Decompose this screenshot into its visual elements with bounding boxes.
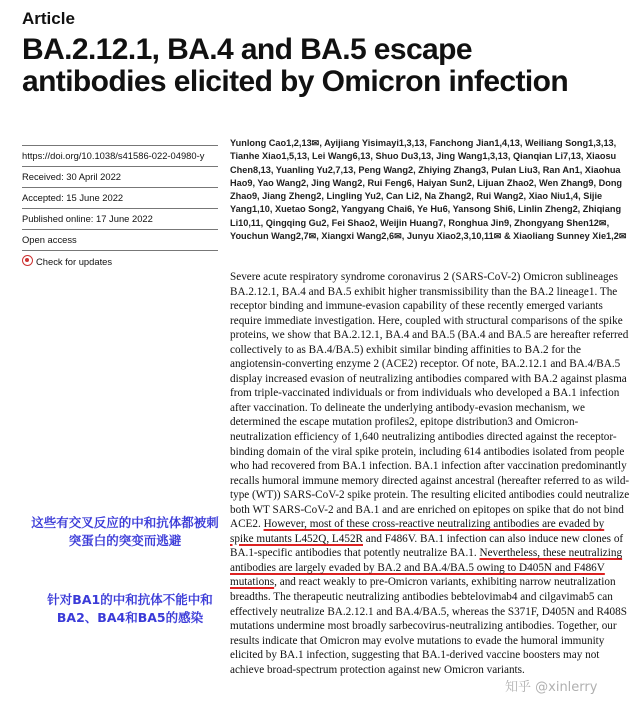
abstract xyxy=(230,270,630,677)
watermark: 知乎 @xinlerry xyxy=(505,680,598,695)
article-type-label: Article xyxy=(22,9,75,28)
annotation-note-2: 针对BA1的中和抗体不能中和BA2、BA4和BA5的感染 xyxy=(47,592,213,625)
check-updates-link[interactable] xyxy=(22,250,218,272)
check-updates-icon xyxy=(22,255,33,266)
check-updates-label: Check for updates xyxy=(36,256,113,267)
abstract-text-2: and F486V. BA.1 infection can also induce new clones of BA.1-specific antibodies that potently neutralize BA.1. xyxy=(230,532,624,560)
open-access-label: Open access xyxy=(22,229,218,250)
abstract-highlight-1: However, most of these cross-reactive neutralizing antibodies are evaded by spike mutants L452Q, L452R xyxy=(230,518,605,545)
article-title: BA.2.12.1, BA.4 and BA.5 escape antibodies elicited by Omicron infection xyxy=(22,33,569,98)
abstract-text-3: , and react weakly to pre-Omicron variants, exhibiting narrow neutralization breadths. The therapeutic neutralizing antibodies bebtelovimab4 and cilgavimab5 can effectively neutralize BA.2.12.1 and BA.4/BA.5, whereas the S371F, D405N and R408S mutations undermine most broadly sarbecovirus-neutralizing antibodies. Together, our results indicate that Omicron may evolve mutations to evade the humoral immunity elicited by BA.1 infection, suggesting that BA.1-derived vaccine boosters may not achieve broad-spectrum protection against new Omicron variants. xyxy=(230,576,627,676)
author-list: Yunlong Cao1,2,13✉, Ayijiang Yisimayi1,3,13, Fanchong Jian1,4,13, Weiliang Song1,3,13, Tianhe Xiao1,5,13, Lei Wang6,13, Shuo Du3,13, Jing Wang1,3,13, Qianqian Li7,13, Xiaosu Chen8,13, Yuanling Yu2,7,13, Peng Wang2, Zhiying Zhang3, Pulan Liu3, Ran An1, Xiaohua Hao9, Yao Wang2, Jing Wang2, Rui Feng6, Haiyan Sun2, Lijuan Zhao2, Wen Zhang9, Dong Zhao9, Jiang Zheng2, Lingling Yu2, Can Li2, Na Zhang2, Rui Wang2, Xiao Niu1,4, Sijie Yang1,10, Xuetao Song2, Yangyang Chai6, Ye Hu6, Yansong Shi6, Linlin Zheng2, Zhiqiang Li10,11, Qingqing Gu2, Fei Shao2, Weijin Huang7, Ronghua Jin9, Zhongyang Shen12✉, Youchun Wang2,7✉, Xiangxi Wang2,6✉, Junyu Xiao2,3,10,11✉ & Xiaoliang Sunney Xie1,2✉ xyxy=(230,138,627,242)
article-metadata xyxy=(22,145,218,272)
received-date: Received: 30 April 2022 xyxy=(22,166,218,187)
abstract-highlight-2: Nevertheless, these neutralizing antibodies are largely evaded by BA.2 and BA.4/BA.5 owing to D405N and F486V mutations xyxy=(230,547,623,589)
abstract-text-1: Severe acute respiratory syndrome coronavirus 2 (SARS-CoV-2) Omicron sublineages BA.2.12.1, BA.4 and BA.5 exhibit higher transmissibility than the BA.2 lineage1. The receptor binding and immune-evasion capability of these recently emerged variants require immediate investigation. Here, coupled with structural comparisons of the spike proteins, we show that BA.2.12.1, BA.4 and BA.5 (BA.4 and BA.5 are hereafter referred collectively to as BA.4/BA.5) exhibit similar binding affinities to BA.2 for the angiotensin-converting enzyme 2 (ACE2) receptor. Of note, BA.2.12.1 and BA.4/BA.5 display increased evasion of neutralizing antibodies compared with BA.2 against plasma from triple-vaccinated individuals or from individuals who developed a BA.1 infection after vaccination. To delineate the underlying antibody-evasion mechanism, we determined the escape mutation profiles2, epitope distribution3 and Omicron-neutralization efficiency of 1,640 neutralizing antibodies directed against the receptor-binding domain of the viral spike protein, including 614 antibodies isolated from people who had recovered from BA.1 infection. BA.1 infection after vaccination predominantly recalls humoral immune memory directed against ancestral (hereafter referred to as wild-type (WT)) SARS-CoV-2 spike protein. The resulting elicited antibodies could neutralize both WT SARS-CoV-2 and BA.1 and are enriched on epitopes on spike that do not bind ACE2. xyxy=(230,271,630,531)
doi-link[interactable]: https://doi.org/10.1038/s41586-022-04980-y xyxy=(22,145,218,166)
annotation-note-1: 这些有交叉反应的中和抗体都被刺突蛋白的突变而逃避 xyxy=(31,515,219,548)
accepted-date: Accepted: 15 June 2022 xyxy=(22,187,218,208)
published-date: Published online: 17 June 2022 xyxy=(22,208,218,229)
